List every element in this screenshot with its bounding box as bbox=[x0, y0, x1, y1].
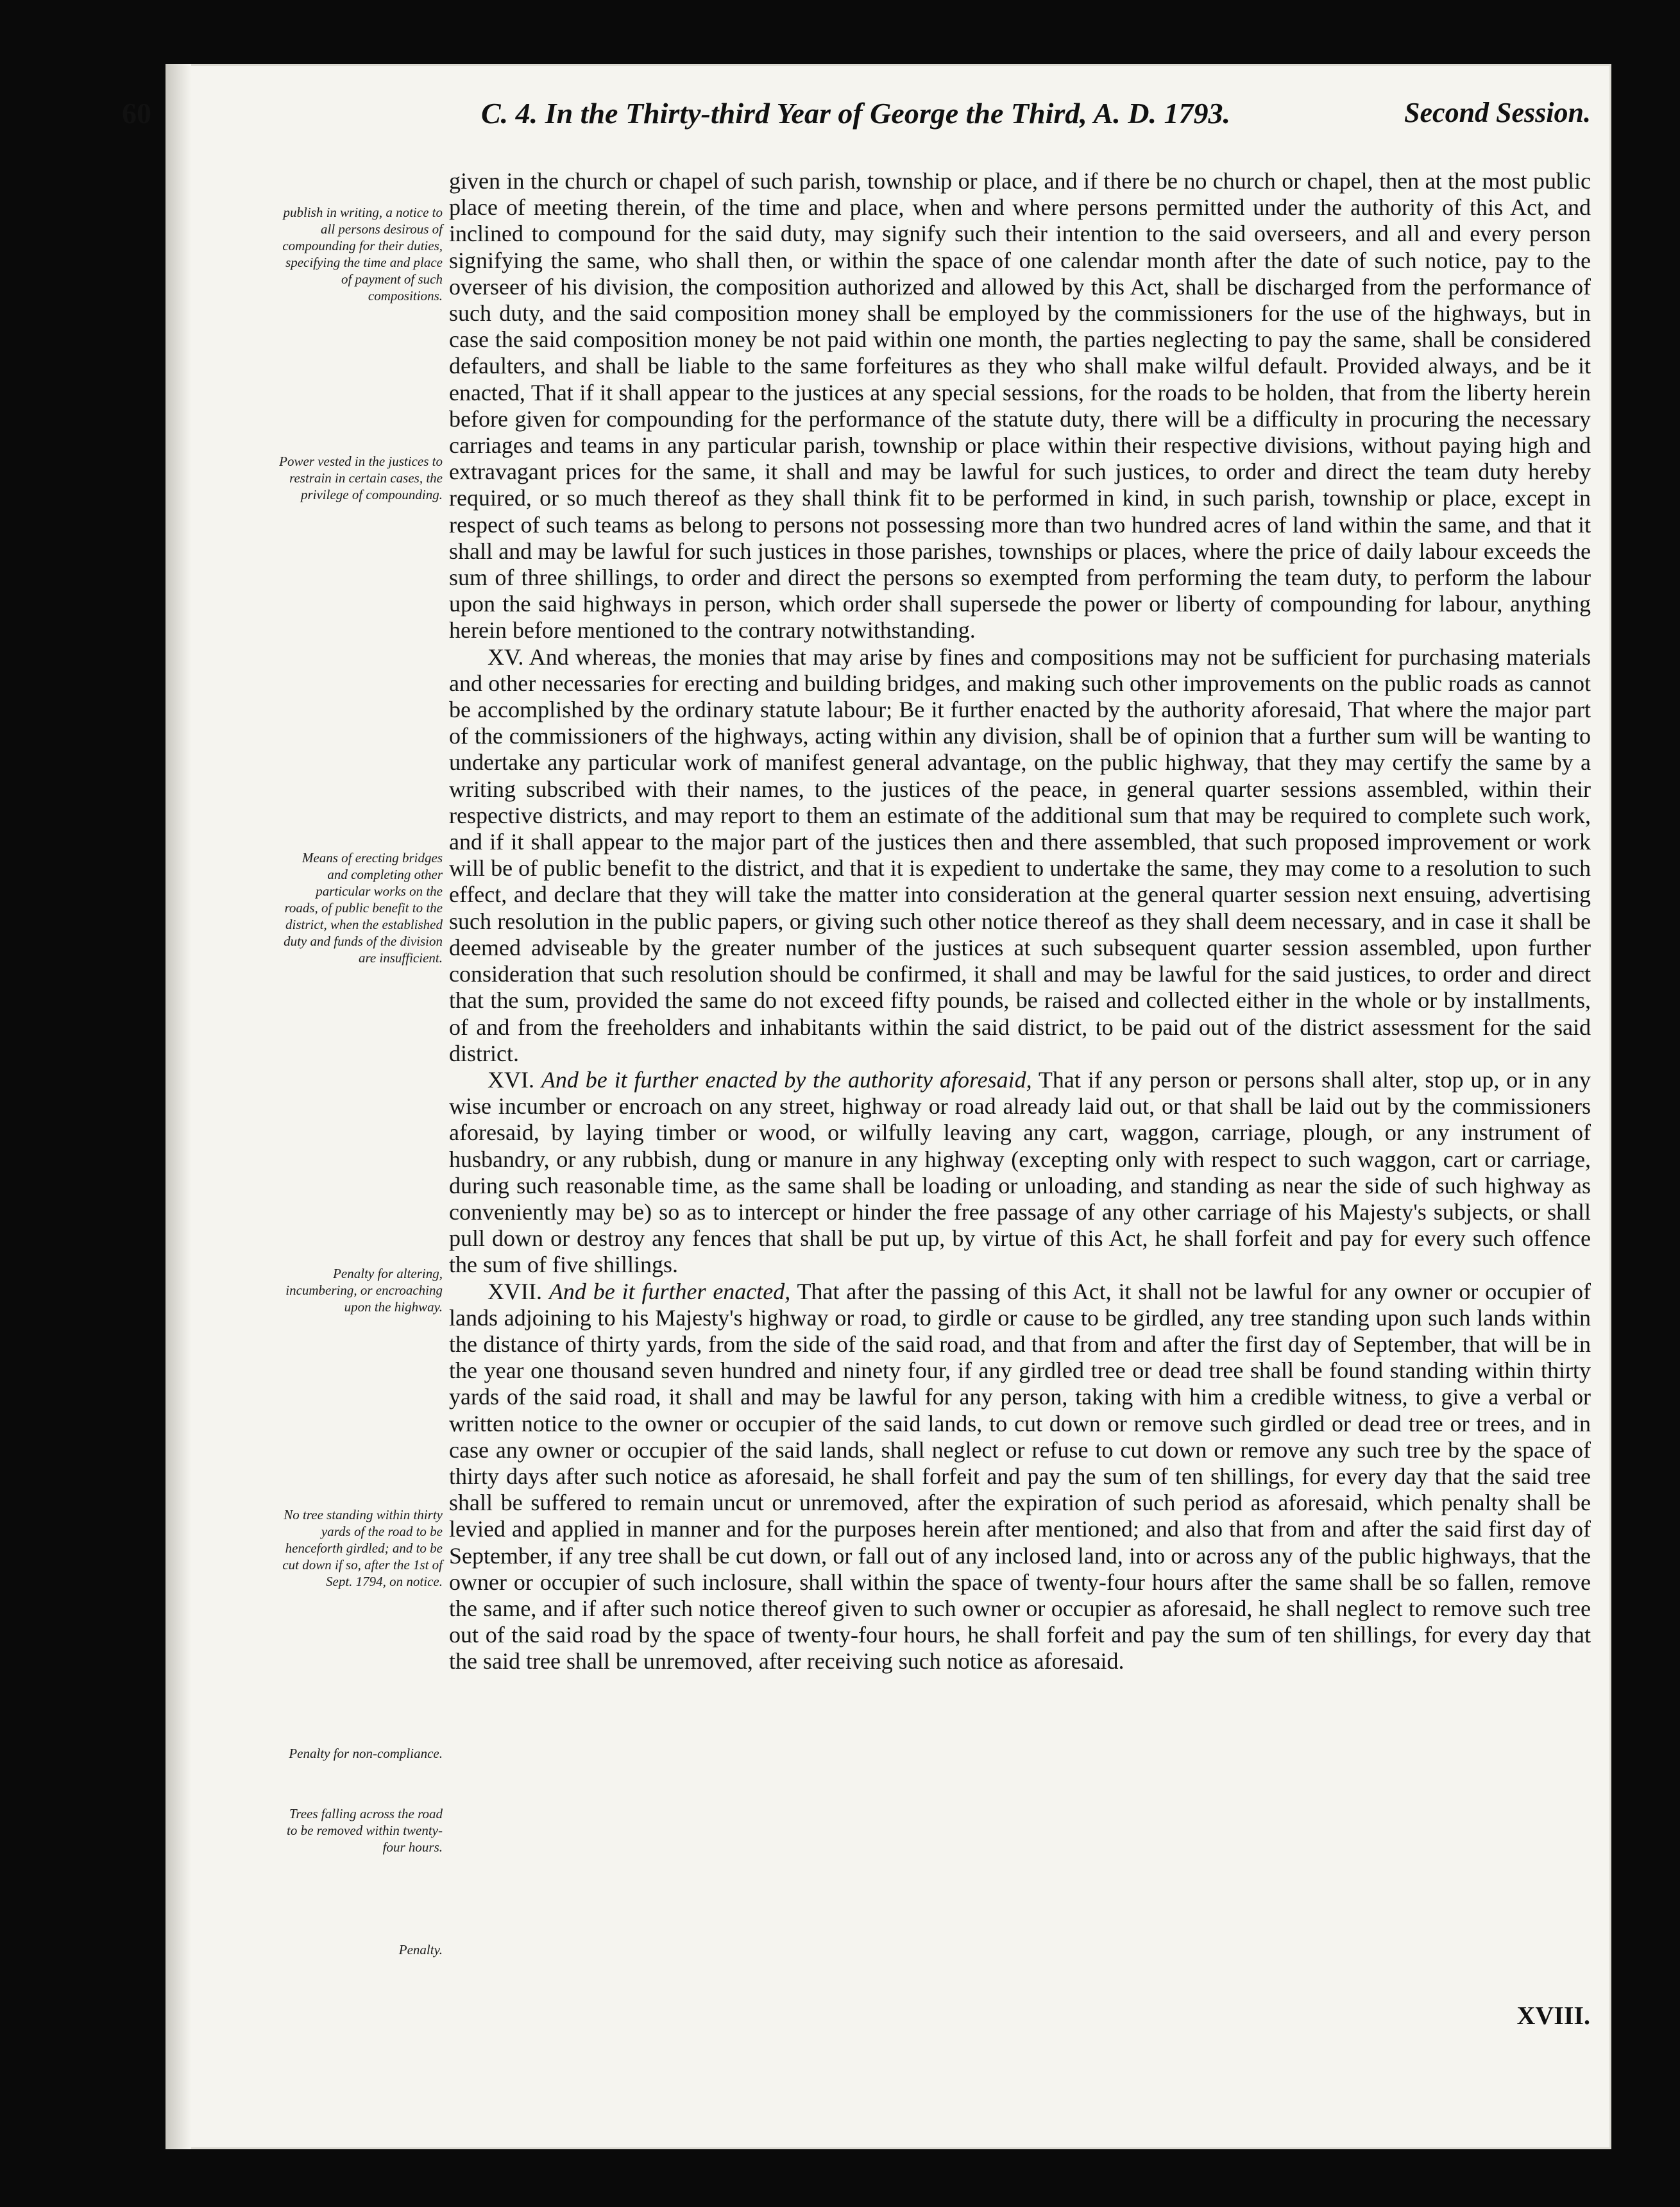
section-xv bbox=[449, 644, 1591, 1067]
running-header bbox=[122, 96, 1591, 135]
enacting-clause: And be it further enacted by the authority aforesaid, bbox=[541, 1066, 1032, 1093]
margin-note: publish in writing, a notice to all persons desirous of compounding for their duties, specifying the time and place of payment of such compositions. bbox=[282, 205, 443, 303]
margin-note: Means of erecting bridges and completing other particular works on the roads, of public benefit to the district, when the established duty and funds of the division are insufficient. bbox=[284, 850, 443, 966]
section-number: XVI. bbox=[488, 1066, 534, 1093]
paragraph-text: given in the church or chapel of such parish, township or place, and if there be no church or chapel, then at the most public place of meeting therein, of the time and place, when and where persons permitted under the authority of this Act, and inclined to compound for the said duty, may signify such their intention to the said overseers, and all and every person signifying the same, who shall then, or within the space of one calendar month after the date of such notice, pay to the overseer of his division, the composition authorized and allowed by this Act, shall be discharged from the performance of such duty, and the said composition money shall be employed by the commissioners for the use of the highways, but in case the said composition money be not paid within one month, the parties neglecting to pay the same, shall be considered defaulters, and shall be liable to the same forfeitures as they who shall make wilful default. Provided always, and be it enacted, That if it shall appear to the justices at any special sessions, for the roads to be holden, that from the liberty herein before given for compounding for the performance of the statute duty, there will be a difficulty in procuring the necessary carriages and teams in any particular parish, township or place within their respective divisions, without paying high and extravagant prices for the same, it shall and may be lawful for such justices, to order and direct the team duty hereby required, or so much thereof as they shall think fit to be performed in kind, in such parish, township or place, except in respect of such teams as belong to persons not possessing more than two hundred acres of land within the same, and that it shall and may be lawful for such justices in those parishes, townships or places, where the price of daily labour exceeds the sum of three shillings, to order and direct the persons so exempted from performing the team duty, to perform the labour upon the said highways in person, which order shall supersede the power or liberty of compounding for labour, anything herein before mentioned to the contrary notwithstanding. bbox=[449, 168, 1591, 643]
margin-note: Penalty for non-compliance. bbox=[289, 1746, 443, 1761]
margin-note: Power vested in the justices to restrain in certain cases, the privilege of compounding. bbox=[279, 454, 443, 502]
paragraph-text: That after the passing of this Act, it shall not be lawful for any owner or occupier of lands adjoining to his Majesty's highway or road, to girdle or cause to be girdled, any tree standing upon such lands within the distance of thirty yards, from the side of the said road, and that from and after the first day of September, that will be in the year one thousand seven hundred and ninety four, if any girdled tree or dead tree shall be found standing within thirty yards of the said road, it shall and may be lawful for any person, taking with him a credible witness, to give a verbal or written notice to the owner or occupier of the said lands, to cut down or remove such girdled or dead tree or trees, and in case any owner or occupier of the said lands, shall neglect or refuse to cut down or remove any such tree by the space of thirty days after such notice as aforesaid, he shall forfeit and pay the sum of ten shillings, for every day that the said tree shall be suffered to remain uncut or unremoved, after the expiration of such period as aforesaid, which penalty shall be levied and applied in manner and for the purposes herein after mentioned; and also that from and after the said first day of September, if any tree shall be cut down, or fall out of any inclosed land, into or across any of the public highways, that the owner or occupier of such inclosure, shall within the space of twenty-four hours after the same shall be so fallen, remove the same, and if after such notice thereof given to such owner or occupier as aforesaid, he shall neglect to remove such tree out of the said road by the space of twenty-four hours, he shall forfeit and pay the sum of ten shillings, for every day that the said tree shall be unremoved, after receiving such notice as aforesaid. bbox=[449, 1278, 1591, 1674]
section-number: XV. bbox=[488, 643, 524, 670]
running-title: C. 4. In the Thirty-third Year of George the Third, A. D. 1793. bbox=[481, 97, 1230, 130]
paragraph-text: That if any person or persons shall alter, stop up, or in any wise incumber or encroach on any street, highway or road already laid out, or that shall be laid out by the commissioners aforesaid, by laying timber or wood, or wilfully leaving any cart, waggon, carriage, plough, or any instrument of husbandry, or any rubbish, dung or manure in any highway (excepting only with respect to such waggon, cart or carriage, during such reasonable time, as the same shall be loading or unloading, and standing as near the side of such highway as conveniently may be) so as to intercept or hinder the free passage of any other carriage of his Majesty's subjects, or shall pull down or destroy any fences that shall be put up, by virtue of this Act, he shall forfeit and pay for every such offence the sum of five shillings. bbox=[449, 1066, 1591, 1278]
section-number: XVII. bbox=[488, 1278, 542, 1304]
page-gutter-shadow bbox=[165, 64, 191, 2149]
enacting-clause: And be it further enacted, bbox=[548, 1278, 791, 1304]
paragraph-text: And whereas, the monies that may arise by fines and compositions may not be sufficient for purchasing materials and other necessaries for erecting and building bridges, and making such other improvements on the public roads as cannot be accomplished by the ordinary statute labour; Be it further enacted by the authority aforesaid, That where the major part of the commissioners of the highways, acting within any division, shall be of opinion that a further sum will be wanting to undertake any particular work of manifest general advantage, on the public highway, that they may certify the same by a writing subscribed with their names, to the justices of the peace, in general quarter sessions assembled, within their respective districts, and may report to them an estimate of the additional sum that may be required to complete such work, and if it shall appear to the major part of the justices then and there assembled, that such proposed improvement or work will be of public benefit to the district, and that it is expedient to undertake the same, they may come to a resolution to such effect, and declare that they will take the matter into consideration at the general quarter session next ensuing, advertising such resolution in the public papers, or giving such other notice thereof as they shall deem necessary, and in case it shall be deemed adviseable by the greater number of the justices at such subsequent quarter session assembled, upon further consideration that such resolution should be confirmed, it shall and may be lawful for the said justices, to order and direct that the sum, provided the same do not exceed fifty pounds, be raised and collected either in the whole or by installments, of and from the freeholders and inhabitants within the said district, to be paid out of the district assessment for the said district. bbox=[449, 643, 1591, 1066]
margin-note: No tree standing within thirty yards of the road to be henceforth girdled; and to be cut down if so, after the 1st of Sept. 1794, on notice. bbox=[282, 1507, 443, 1589]
section-xvi bbox=[449, 1067, 1591, 1279]
session-label: Second Session. bbox=[1404, 97, 1591, 128]
margin-note: Penalty. bbox=[398, 1942, 443, 1957]
paragraph-continuation bbox=[449, 168, 1591, 644]
margin-note: Penalty for altering, incumbering, or encroaching upon the highway. bbox=[285, 1266, 443, 1315]
catchword: XVIII. bbox=[1516, 2001, 1590, 2030]
section-xvii bbox=[449, 1279, 1591, 1675]
page-number: 60 bbox=[122, 97, 151, 130]
margin-note: Trees falling across the road to be removed within twenty-four hours. bbox=[287, 1806, 443, 1855]
statute-text bbox=[449, 168, 1591, 1675]
